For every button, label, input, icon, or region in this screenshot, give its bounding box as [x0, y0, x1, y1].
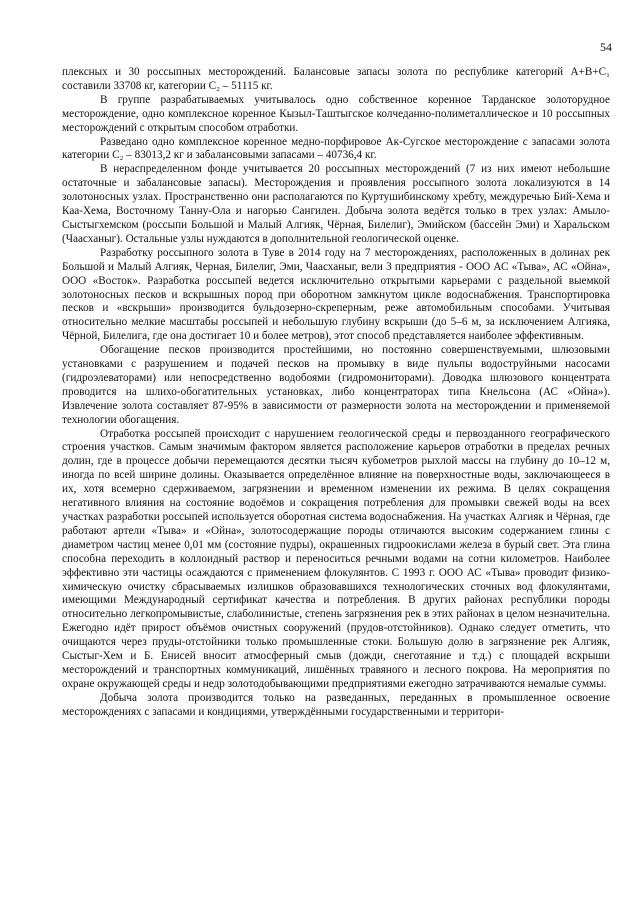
paragraph-8: Добыча золота производится только на разведанных, переданных в промышленное освоение месторождениях с запасами и кондициями, утверждёнными государственными и территори-: [62, 691, 610, 718]
page-number: 54: [600, 40, 612, 54]
paragraph-6: Обогащение песков производится простейшими, но постоянно совершенствуемыми, шлюзовыми установками с разрушением и подачей песков на промывку в виде пульпы водоструйными насосами (гидроэлеваторами) или непосредственно водобоями (гидромониторами). Доводка шлюзового концентрата проводится на шлихо-обогатительных установках, либо концентраторах типа Кнельсона (АС «Ойна»). Извлечение золота составляет 87-95% в зависимости от размерности золота на месторождении и применяемой технологии обогащения.: [62, 344, 610, 426]
paragraph-5: Разработку россыпного золота в Туве в 2014 году на 7 месторождениях, расположенных в долинах рек Большой и Малый Алгияк, Черная, Билелиг, Эми, Чаасханыг, вели 3 предприятия - ООО АС «Тыва», АС «Ойна», ООО «Восток». Разработка россыпей ведется исключительно открытыми карьерами с раздельной выемкой золотоносных песков и вскрышных пород при оборотном замкнутом цикле водоснабжения. Транспортировка песков и «вскрыши» производится бульдозерно-скреперным, реже автомобильным способами. Учитывая относительно мелкие масштабы россыпей и небольшую глубину вскрыши (до 5–6 м, за исключением Алгияка, Чёрной, Билелига, где она достигает 10 и более метров), этот способ представляется наиболее эффективным.: [62, 246, 610, 343]
paragraph-4: В нераспределенном фонде учитывается 20 россыпных месторождений (7 из них имеют небольшие остаточные и забалансовые запасы). Месторождения и проявления россыпного золота локализуются в 14 золотоносных узлах. Пространственно они располагаются по Куртушибинскому хребту, междуречью Бий-Хема и Каа-Хема, Восточному Танну-Ола и нагорью Сангилен. Добыча золота ведётся только в трех узлах: Амыло-Сыстыгхемском (россыпи Большой и Малый Алгияк, Чёрная, Билелиг), Эмийском (бассейн Эми) и Харальском (Чаасханыг). Остальные узлы нуждаются в дополнительной геологической оценке.: [62, 163, 610, 245]
body-text: [62, 66, 610, 720]
paragraph-7: Отработка россыпей происходит с нарушением геологической среды и первозданного географического строения участков. Самым значимым фактором является расположение карьеров отработки в пределах речных долин, где в процессе добычи перемещаются десятки тысяч кубометров рыхлой массы на глубину до 10–12 м, иногда по всей ширине долины. Оказывается определённое влияние на поверхностные воды, заключающееся в их, хотя всемерно сдерживаемом, загрязнении и временном изменении их режима. В целях сокращения негативного влияния на состояние водоёмов и сокращения потребления для промывки свежей воды на всех участках разработки россыпей используется оборотная система водоснабжения. На участках Алгияк и Чёрная, где работают артели «Тыва» и «Ойна», золотосодержащие породы отличаются высоким содержанием глины с диаметром частиц менее 0,01 мм (состояние пудры), окрашенных гидроокислами железа в бурый свет. Эта глина способна переходить в коллоидный раствор и переноситься речными водами на сотни километров. Наиболее эффективно эти частицы осаждаются с применением флокулянтов. С 1993 г. ООО АС «Тыва» проводит физико-химическую очистку сбрасываемых излишков образовавшихся технологических сточных вод флокулянтами, имеющими Международный сертификат качества и потребления. В других районах республики породы относительно легкопромывистые, слаболинистые, степень загрязнения рек в этих районах в целом незначительна. Ежегодно идёт прирост объёмов очистных сооружений (прудов-отстойников). Однако следует отметить, что очищаются через пруды-отстойники только промышленные стоки. Большую долю в загрязнение рек Алгияк, Сыстыг-Хем и Б. Енисей вносит атмосферный смыв (дожди, снеготаяние и т.д.) с площадей вскрыши месторождений и транспортных коммуникаций, лишённых травяного и лесного покрова. На мероприятия по охране окружающей среды и недр золотодобывающими предприятиями ежегодно затрачиваются немалые суммы.: [62, 427, 610, 690]
paragraph-3: Разведано одно комплексное коренное медно-порфировое Ак-Сугское месторождение с запасами золота категории С₂ – 83013,2 кг и забалансовыми запасами – 40736,4 кг.: [62, 135, 610, 162]
paragraph-2: В группе разрабатываемых учитывалось одно собственное коренное Тарданское золоторудное месторождение, одно комплексное коренное Кызыл-Таштыгское колчеданно-полиметаллическое и 10 россыпных месторождений с открытым способом отработки.: [62, 93, 610, 134]
paragraph-1: плексных и 30 россыпных месторождений. Балансовые запасы золота по республике категорий А+В+С₁ составили 33708 кг, категории С₂ – 51115 кг.: [62, 66, 610, 92]
